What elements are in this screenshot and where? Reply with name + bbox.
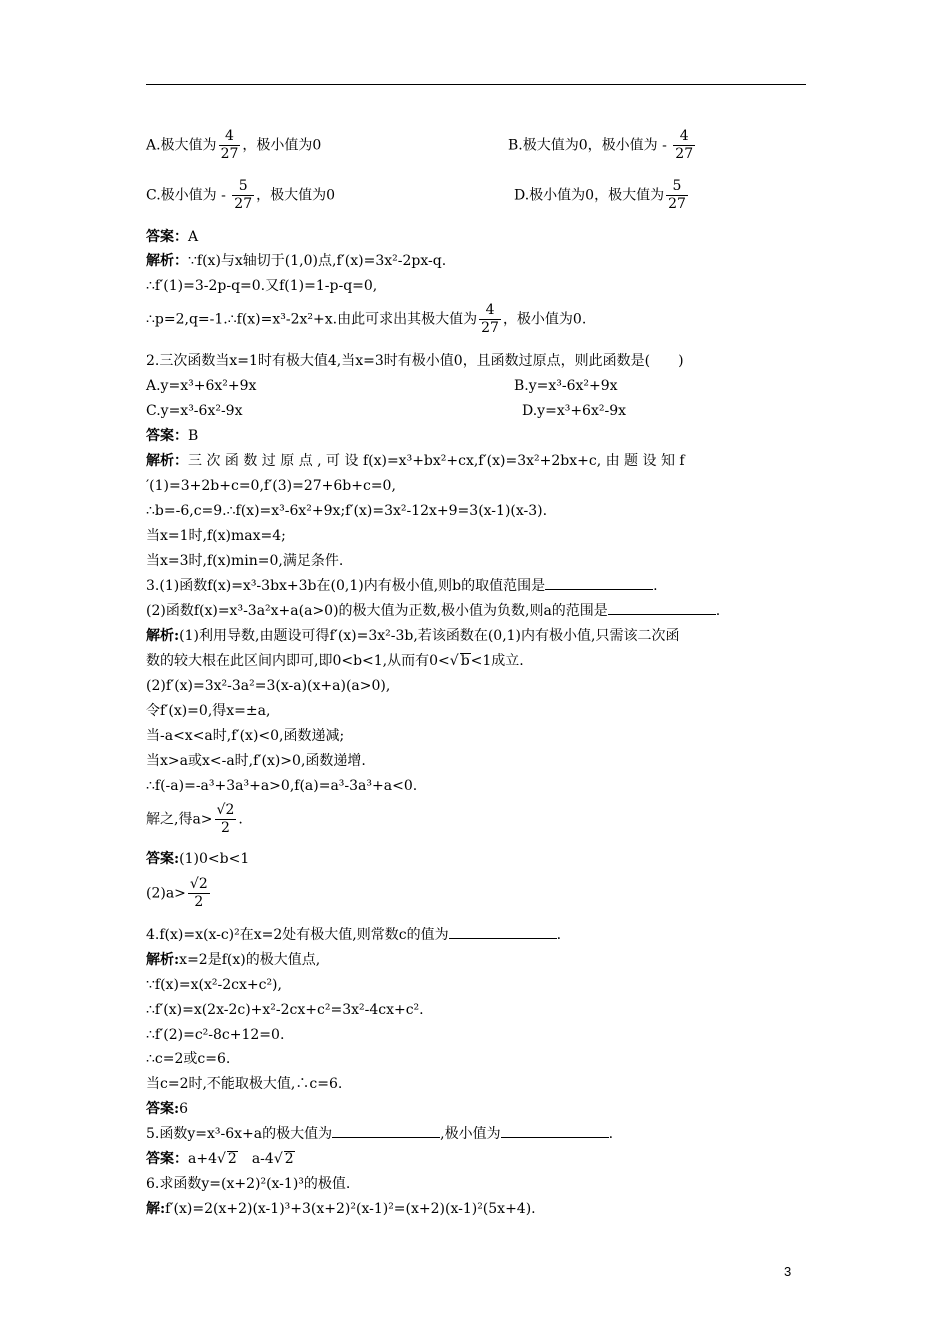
fraction: $\frac{4}{27}$ bbox=[220, 128, 239, 162]
fraction: $\frac{√2}{2}$ bbox=[216, 802, 235, 836]
q2-option-d: D.y=x³+6x²-9x bbox=[522, 403, 627, 419]
q3-analysis-line-8: 解之,得a> $\frac{√2}{2}$ . bbox=[146, 802, 243, 836]
q2-analysis-line-3: ∴b=-6,c=9.∴f(x)=x³-6x²+9x;f′(x)=3x²-12x+9=3(x-1)(x-3). bbox=[146, 503, 548, 519]
q1-option-c: C.极小值为 - $\frac{5}{27}$ ，极大值为0 bbox=[146, 178, 336, 212]
answer-blank bbox=[449, 926, 557, 939]
q1-option-d: D.极小值为0，极大值为 $\frac{5}{27}$ bbox=[514, 178, 686, 212]
q4-analysis-line-1: 解析:x=2是f(x)的极大值点, bbox=[146, 952, 321, 968]
q2-analysis-line-4: 当x=1时,f(x)max=4; bbox=[146, 528, 286, 544]
q3-answer-2: (2)a> $\frac{√2}{2}$ bbox=[146, 876, 208, 910]
q3-analysis-line-1: 解析:(1)利用导数,由题设可得f′(x)=3x²-3b,若该函数在(0,1)内有极小值,只需该二次函 bbox=[146, 628, 680, 644]
q1-analysis-line-3: ∴p=2,q=-1.∴f(x)=x³-2x²+x.由此可求出其极大值为 $\frac{4}{27}$ ，极小值为0. bbox=[146, 302, 587, 336]
q3-analysis-line-7: ∴f(-a)=-a³+3a³+a>0,f(a)=a³-3a³+a<0. bbox=[146, 778, 418, 794]
fraction: $\frac{4}{27}$ bbox=[675, 128, 694, 162]
q2-analysis-line-5: 当x=3时,f(x)min=0,满足条件. bbox=[146, 553, 344, 569]
answer-blank bbox=[332, 1125, 440, 1138]
fraction: $\frac{√2}{2}$ bbox=[189, 876, 208, 910]
fraction: $\frac{4}{27}$ bbox=[481, 302, 499, 336]
q3-part-2: (2)函数f(x)=x³-3a²x+a(a>0)的极大值为正数,极小值为负数,则a的范围是 . bbox=[146, 603, 721, 619]
q4-analysis-line-4: ∴f′(2)=c²-8c+12=0. bbox=[146, 1027, 285, 1043]
q3-analysis-line-6: 当x>a或x<-a时,f′(x)>0,函数递增. bbox=[146, 753, 366, 769]
q3-answer-1: 答案:(1)0<b<1 bbox=[146, 851, 250, 867]
q2-option-c: C.y=x³-6x²-9x bbox=[146, 403, 243, 419]
q6-solution-line-1: 解:f′(x)=2(x+2)(x-1)³+3(x+2)²(x-1)²=(x+2)(x-1)²(5x+4). bbox=[146, 1201, 536, 1217]
page-number: 3 bbox=[784, 1264, 792, 1279]
q1-analysis-line-2: ∴f′(1)=3-2p-q=0.又f(1)=1-p-q=0, bbox=[146, 278, 378, 294]
q3-part-1: 3.(1)函数f(x)=x³-3bx+3b在(0,1)内有极小值,则b的取值范围是 . bbox=[146, 578, 658, 594]
answer-blank bbox=[545, 577, 653, 590]
q2-analysis-line-2: ′(1)=3+2b+c=0,f′(3)=27+6b+c=0, bbox=[146, 478, 396, 494]
q2-stem: 2.三次函数当x=1时有极大值4,当x=3时有极小值0，且函数过原点，则此函数是( ) bbox=[146, 353, 684, 369]
q4-analysis-line-5: ∴c=2或c=6. bbox=[146, 1051, 231, 1067]
q1-option-a: A.极大值为 $\frac{4}{27}$ ，极小值为0 bbox=[146, 128, 322, 162]
q5-answer: 答案：a+4√ 2 a-4√ 2 bbox=[146, 1150, 295, 1168]
answer-blank bbox=[501, 1125, 609, 1138]
q4-analysis-line-2: ∵f(x)=x(x²-2cx+c²), bbox=[146, 977, 282, 993]
q6-stem: 6.求函数y=(x+2)²(x-1)³的极值. bbox=[146, 1176, 351, 1192]
q3-analysis-line-2: 数的较大根在此区间内即可,即0<b<1,从而有0<√ b<1成立. bbox=[146, 652, 524, 670]
header-rule bbox=[146, 84, 806, 85]
q5-stem: 5.函数y=x³-6x+a的极大值为 ,极小值为 . bbox=[146, 1126, 614, 1142]
radical-sign bbox=[274, 1151, 283, 1167]
q3-analysis-line-4: 令f′(x)=0,得x=±a, bbox=[146, 703, 271, 719]
radical-sign bbox=[450, 653, 459, 669]
q2-option-b: B.y=x³-6x²+9x bbox=[514, 378, 618, 394]
q3-analysis-line-5: 当-a<x<a时,f′(x)<0,函数递减; bbox=[146, 728, 345, 744]
q4-stem: 4.f(x)=x(x-c)²在x=2处有极大值,则常数c的值为 . bbox=[146, 927, 562, 943]
q2-analysis-line-1: 解析：三 次 函 数 过 原 点 , 可 设 f(x)=x³+bx²+cx,f′(x)=3x²+2bx+c, 由 题 设 知 f bbox=[146, 453, 685, 469]
q2-option-a: A.y=x³+6x²+9x bbox=[146, 378, 257, 394]
q1-analysis-line-1: 解析：∵f(x)与x轴切于(1,0)点,f′(x)=3x²-2px-q. bbox=[146, 253, 447, 269]
q4-analysis-line-6: 当c=2时,不能取极大值,∴c=6. bbox=[146, 1076, 343, 1092]
fraction: $\frac{5}{27}$ bbox=[234, 178, 253, 212]
q2-answer: 答案：B bbox=[146, 428, 199, 444]
q4-analysis-line-3: ∴f′(x)=x(2x-2c)+x²-2cx+c²=3x²-4cx+c². bbox=[146, 1002, 424, 1018]
radical-sign bbox=[217, 1151, 226, 1167]
q3-analysis-line-3: (2)f′(x)=3x²-3a²=3(x-a)(x+a)(a>0), bbox=[146, 678, 391, 694]
fraction: $\frac{5}{27}$ bbox=[668, 178, 686, 212]
q1-option-b: B.极大值为0，极小值为 - $\frac{4}{27}$ bbox=[508, 128, 694, 162]
q1-answer: 答案：A bbox=[146, 229, 199, 245]
q4-answer: 答案:6 bbox=[146, 1101, 189, 1117]
answer-blank bbox=[608, 602, 716, 615]
